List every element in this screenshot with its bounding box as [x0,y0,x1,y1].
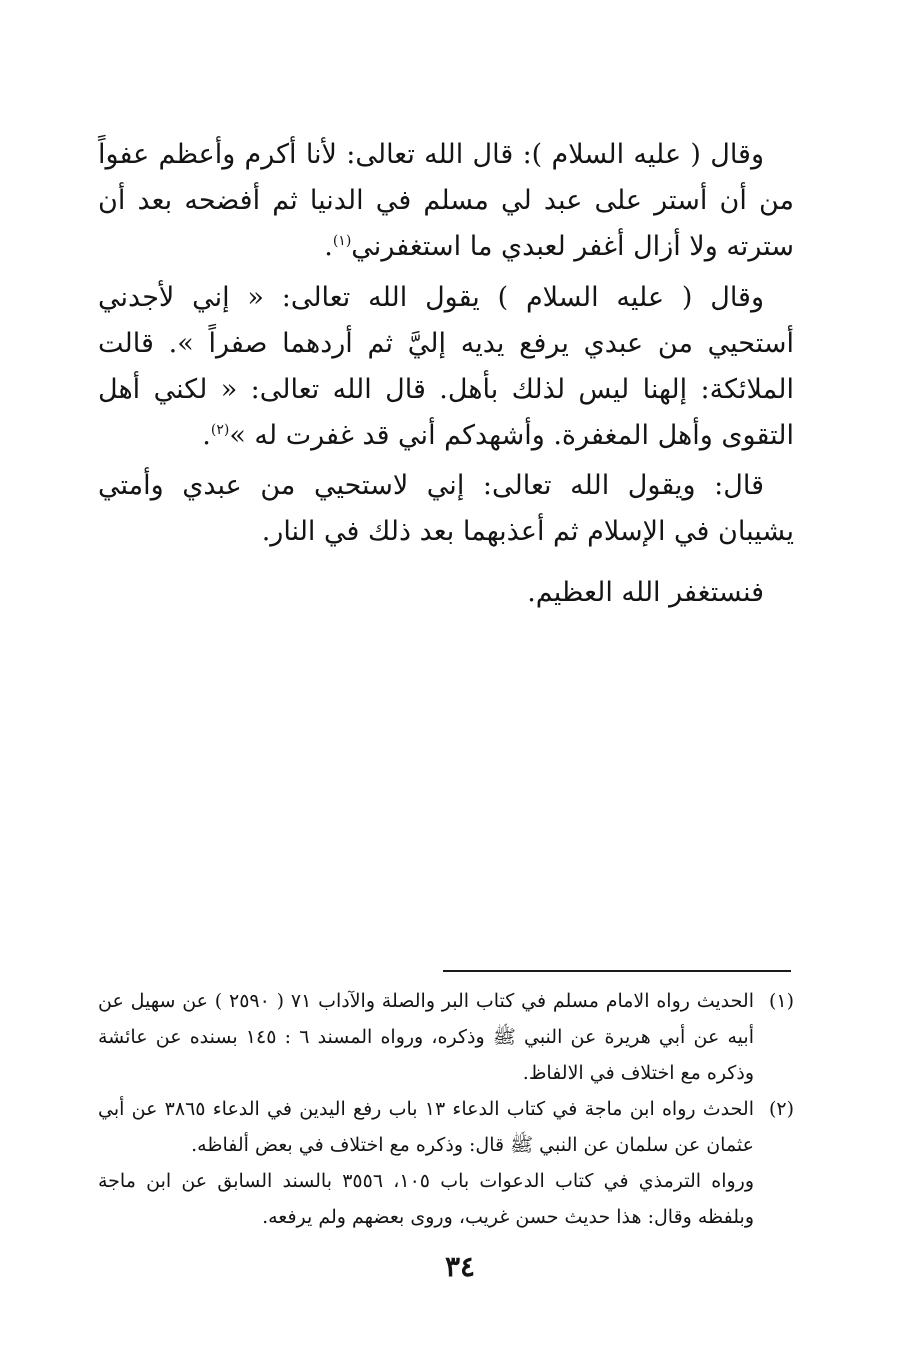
footnote-ref-2[interactable]: (٢) [210,422,230,438]
paragraph-1 [98,132,794,270]
footnote-1-number: (١) [768,990,794,1012]
footnote-ref-1[interactable]: (١) [332,233,352,249]
paragraph-3 [98,463,794,555]
footnote-1 [98,983,794,1091]
paragraph-4 [98,570,794,616]
footnote-2 [98,1091,794,1163]
paragraph-2-tail: . [202,420,211,451]
footnote-2-number: (٢) [768,1098,794,1120]
paragraph-3-text: قال: ويقول الله تعالى: إني لاستحيي من عبدي وأمتي يشيبان في الإسلام ثم أعذبهما بعد ذلك في النار. [98,470,794,547]
paragraph-4-text: فنستغفر الله العظيم. [527,577,764,608]
footnote-1-text: الحديث رواه الامام مسلم في كتاب البر والصلة والآداب ٧١ ( ٢٥٩٠ ) عن سهيل عن أبيه عن أبي هريرة عن النبي ﷺ وذكره، ورواه المسند ٦ : ١٤٥ بسنده عن عائشة وذكره مع اختلاف في الالفاظ. [98,990,754,1084]
footnote-2-text: الحدث رواه ابن ماجة في كتاب الدعاء ١٣ باب رفع اليدين في الدعاء ٣٨٦٥ عن أبي عثمان عن سلمان عن النبي ﷺ قال: وذكره مع اختلاف في بعض ألفاظه. [98,1098,754,1156]
paragraph-1-tail: . [324,231,333,262]
footnote-divider [443,970,791,972]
paragraph-1-text: وقال ( عليه السلام ): قال الله تعالى: لأنا أكرم وأعظم عفواً من أن أستر على عبد لي مسلم في الدنيا ثم أفضحه بعد أن سترته ولا أزال أغفر لعبدي ما استغفرني [98,139,794,262]
page-number: ٣٤ [444,1250,476,1283]
footnote-2-continuation: ورواه الترمذي في كتاب الدعوات باب ١٠٥، ٣٥٥٦ بالسند السابق عن ابن ماجة وبلفظه وقال: هذا حديث حسن غريب، وروى بعضهم ولم يرفعه. [98,1170,755,1228]
paragraph-2 [98,275,794,459]
paragraph-2-text: وقال ( عليه السلام ) يقول الله تعالى: « إني لأجدني أستحيي من عبدي يرفع يديه إليَّ ثم أردهما صفراً ». قالت الملائكة: إلهنا ليس لذلك بأهل. قال الله تعالى: « لكني أهل التقوى وأهل المغفرة. وأشهدكم أني قد غفرت له » [98,282,794,451]
footnotes-section [98,983,794,1235]
